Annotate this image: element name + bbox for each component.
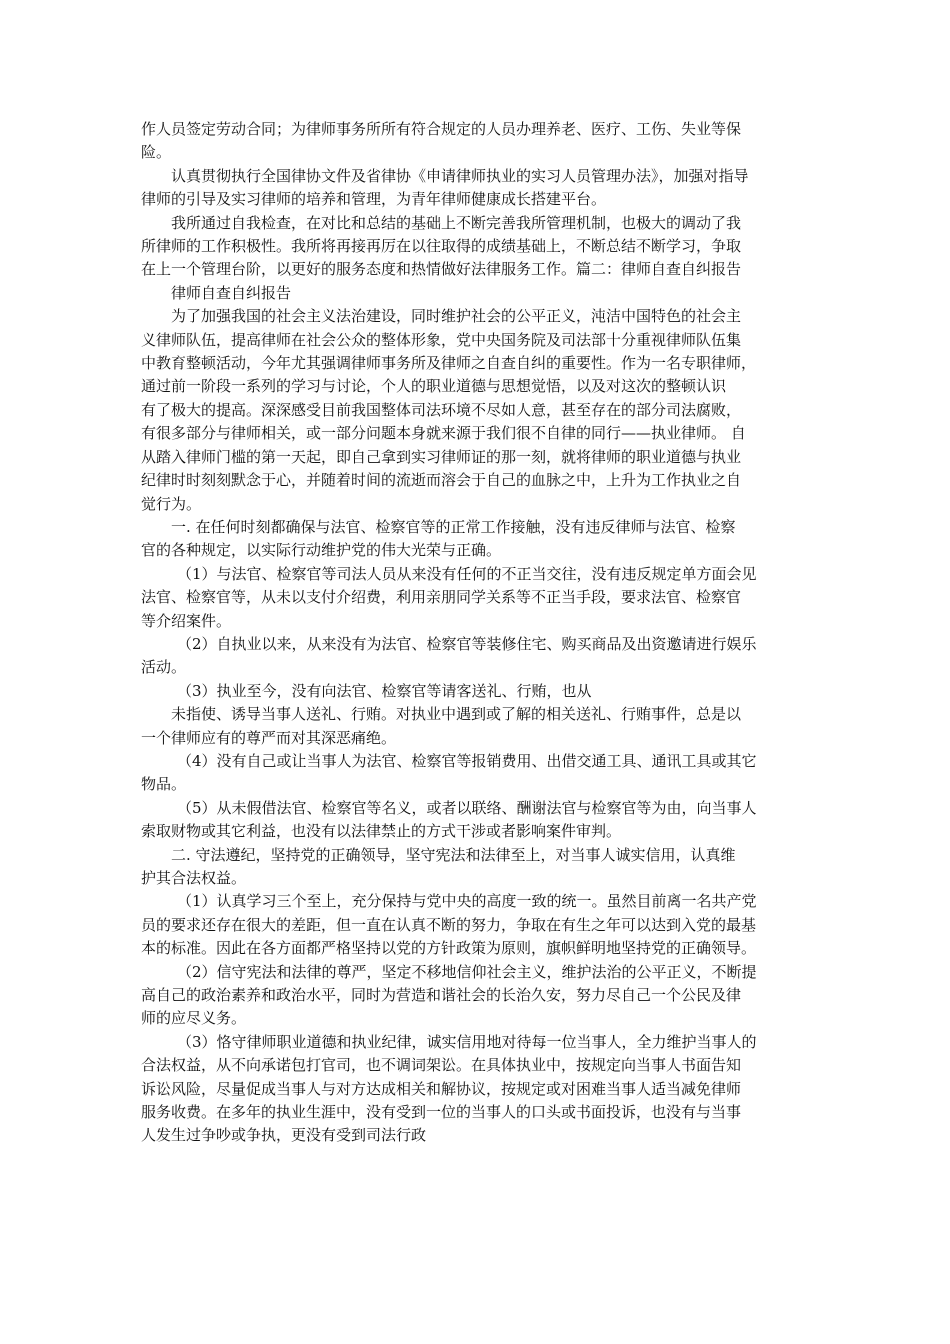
- section-two-item-2: （2）信守宪法和法律的尊严，坚定不移地信仰社会主义，维护法治的公平正义，不断提 高自己的政治素养和政治水平，同时为营造和谐社会的长治久安，努力尽自己一个公民及律 师的应尽义务。: [141, 962, 757, 1028]
- paragraph-self-inspection-summary: 我所通过自我检查，在对比和总结的基础上不断完善我所管理机制，也极大的调动了我 所律师的工作积极性。我所将再接再厉在以往取得的成绩基础上，不断总结不断学习，争取 在上一个管理台阶，以更好的服务态度和热情做好法律服务工作。篇二：律师自查自纠报告: [141, 213, 742, 279]
- section-one-item-4: （4）没有自己或让当事人为法官、检察官等报销费用、出借交通工具、通讯工具或其它 物品。: [141, 751, 757, 794]
- section-two-heading: 二. 守法遵纪，坚持党的正确领导，坚守宪法和法律至上，对当事人诚实信用，认真维 护其合法权益。: [141, 845, 736, 887]
- section-one-item-3-start: （3）执业至今，没有向法官、检察官等请客送礼、行贿，也从: [177, 681, 592, 700]
- paragraph-continued-labor-contract: 作人员签定劳动合同；为律师事务所所有符合规定的人员办理养老、医疗、工伤、失业等保 险。: [141, 120, 742, 162]
- paragraph-internship-management: 认真贯彻执行全国律协文件及省律协《申请律师执业的实习人员管理办法》，加强对指导 律师的引导及实习律师的培养和管理，为青年律师健康成长搭建平台。: [141, 166, 749, 209]
- document-page: [141, 118, 813, 1148]
- paragraph-introduction: 为了加强我国的社会主义法治建设，同时维护社会的公平正义，沌洁中国特色的社会主 义律师队伍，提高律师在社会公众的整体形象，党中央国务院及司法部十分重视律师队伍集 中教育整顿活动，今年尤其强调律师事务所及律师之自查自纠的重要性。作为一名专职律师， 通过前一阶段一系列的学习与讨论，个人的职业道德与思想觉悟，以及对这次的整顿认识 有了极大的提高。深深感受目前我国整体司法环境不尽如人意，甚至存在的部分司法腐败， 有很多部分与律师相关，或一部分问题本身就来源于我们很不自律的同行——执业律师。 自 从踏入律师门槛的第一天起，即自己拿到实习律师证的那一刻，就将律师的职业道德与执业 纪律时时刻刻默念于心，并随着时间的流逝而溶会于自己的血脉之中，上升为工作执业之自 觉行为。: [141, 307, 757, 513]
- section-one-item-1: （1）与法官、检察官等司法人员从来没有任何的不正当交往，没有违反规定单方面会见 法官、检察官等，从未以支付介绍费，利用亲朋同学关系等不正当手段，要求法官、检察官 等介绍案件。: [141, 564, 757, 630]
- section-one-item-3-continued: 未指使、诱导当事人送礼、行贿。对执业中遇到或了解的相关送礼、行贿事件，总是以 一个律师应有的尊严而对其深恶痛绝。: [141, 705, 742, 747]
- section-one-heading: 一. 在任何时刻都确保与法官、检察官等的正常工作接触，没有违反律师与法官、检察 官的各种规定，以实际行动维护党的伟大光荣与正确。: [141, 517, 736, 560]
- section-one-item-2: （2）自执业以来，从来没有为法官、检察官等装修住宅、购买商品及出资邀请进行娱乐 活动。: [141, 634, 757, 677]
- section-two-item-1: （1）认真学习三个至上，充分保持与党中央的高度一致的统一。虽然目前离一名共产党 员的要求还存在很大的差距，但一直在认真不断的努力，争取在有生之年可以达到入党的最基 本的标准。因此在各方面都严格坚持以党的方针政策为原则，旗帜鲜明地坚持党的正确领导。: [141, 892, 757, 958]
- report-title: 律师自查自纠报告: [171, 283, 292, 302]
- section-one-item-5: （5）从未假借法官、检察官等名义，或者以联络、酬谢法官与检察官等为由，向当事人 索取财物或其它利益，也没有以法律禁止的方式干涉或者影响案件审判。: [141, 798, 757, 841]
- section-two-item-3: （3）恪守律师职业道德和执业纪律，诚实信用地对待每一位当事人，全力维护当事人的 合法权益，从不向承诺包打官司，也不调词架讼。在具体执业中，按规定向当事人书面告知 诉讼风险，尽量促成当事人与对方达成相关和解协议，按规定或对困难当事人适当减免律师 服务收费。在多年的执业生涯中，没有受到一位的当事人的口头或书面投诉，也没有与当事 人发生过争吵或争执，更没有受到司法行政: [141, 1032, 757, 1145]
